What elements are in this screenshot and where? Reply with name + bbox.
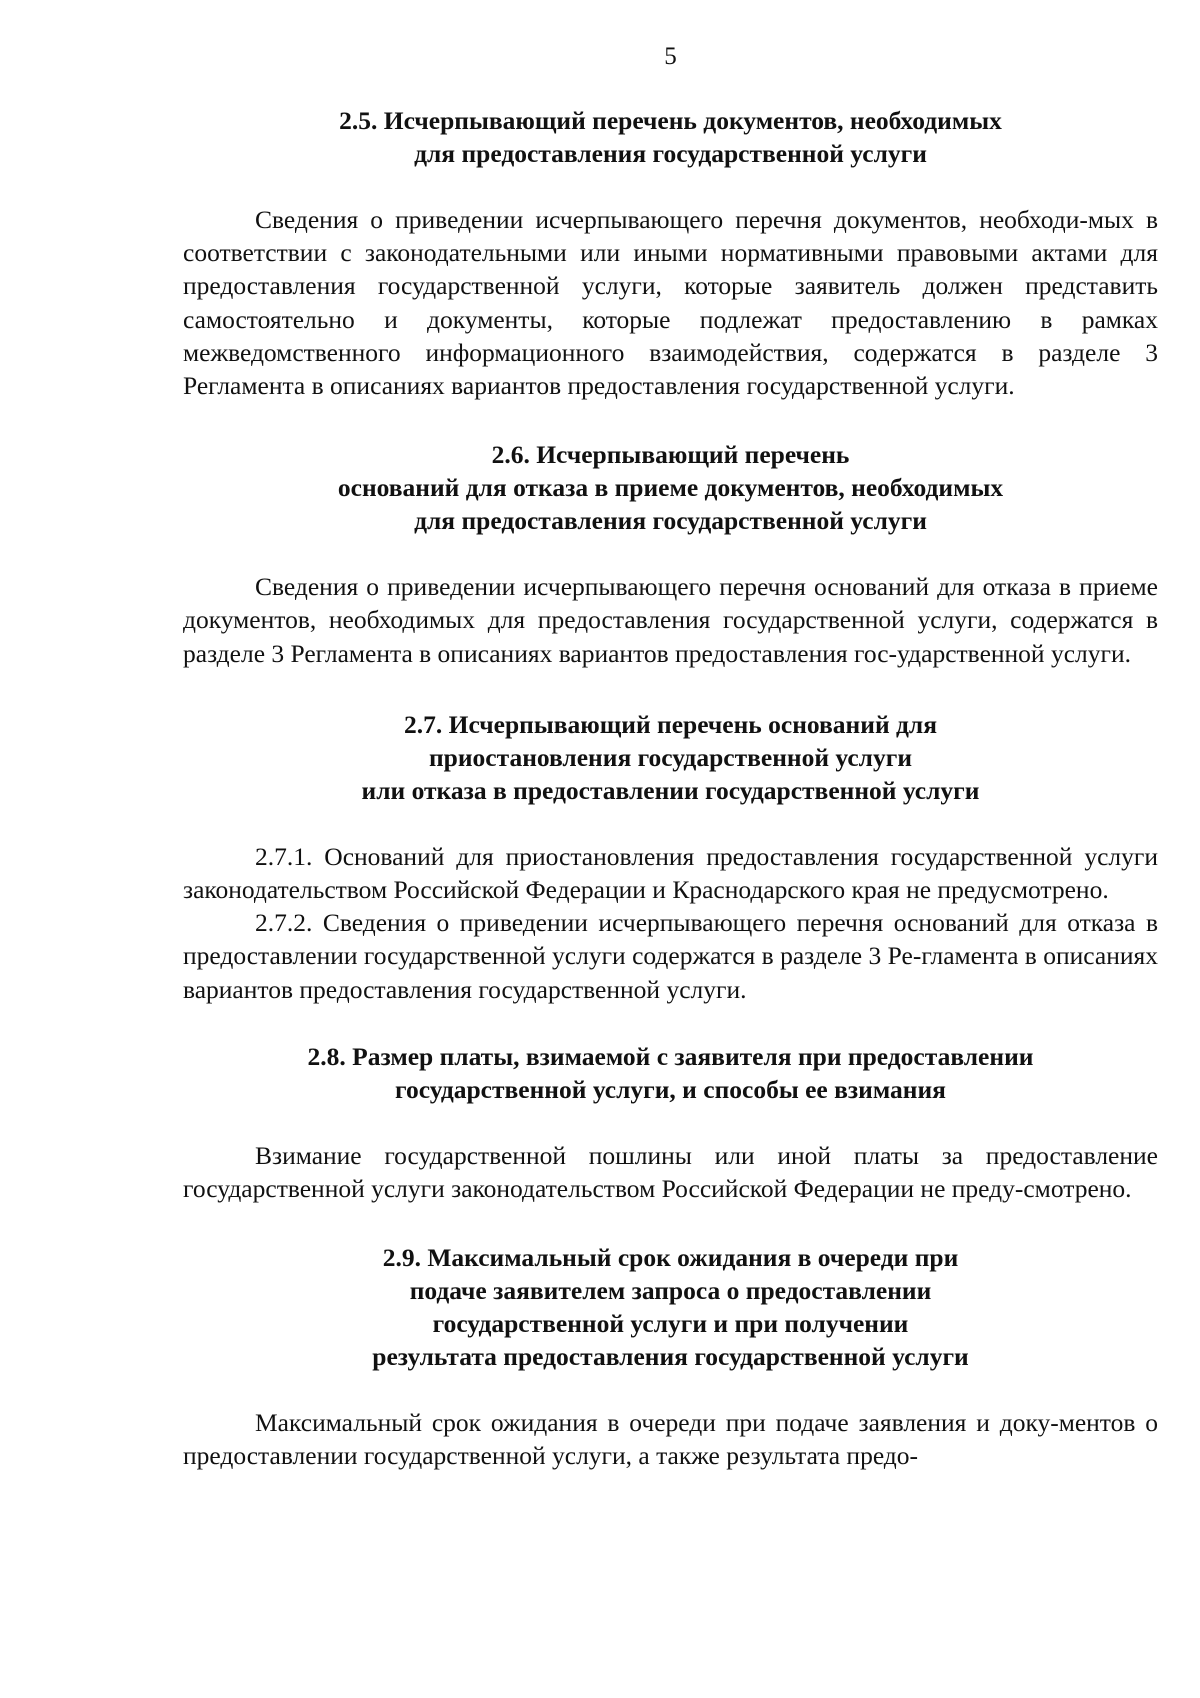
paragraph: Сведения о приведении исчерпывающего перечня оснований для отказа в приеме документов, необходимых для предоставления государственной услуги, содержатся в разделе 3 Регламента в описаниях вариантов предоставления гос-ударственной услуги. bbox=[183, 572, 1158, 668]
heading-line: 2.6. Исчерпывающий перечень bbox=[491, 440, 850, 470]
section-2-6 bbox=[183, 438, 1158, 670]
section-2-7 bbox=[183, 708, 1158, 1006]
section-heading bbox=[183, 1040, 1158, 1106]
paragraph: 2.7.2. Сведения о приведении исчерпывающего перечня оснований для отказа в предоставлении государственной услуги содержатся в разделе 3 Ре-гламента в описаниях вариантов предоставления государственной услуги. bbox=[183, 908, 1158, 1004]
heading-line: государственной услуги, и способы ее взимания bbox=[395, 1074, 946, 1104]
paragraph: Сведения о приведении исчерпывающего перечня документов, необходи-мых в соответствии с законодательными или иными нормативными правовыми актами для предоставления государственной услуги, которые заявитель должен представить самостоятельно и документы, которые подлежат предоставлению в рамках межведомственного информационного взаимодействия, содержатся в разделе 3 Регламента в описаниях вариантов предоставления государственной услуги. bbox=[183, 205, 1158, 401]
heading-line: государственной услуги и при получении bbox=[432, 1309, 909, 1339]
section-2-8 bbox=[183, 1040, 1158, 1205]
section-heading bbox=[183, 438, 1158, 537]
heading-line: или отказа в предоставлении государственной услуги bbox=[361, 775, 980, 805]
section-2-9 bbox=[183, 1241, 1158, 1472]
document-page bbox=[183, 40, 1158, 1507]
heading-line: оснований для отказа в приеме документов, необходимых bbox=[337, 473, 1004, 503]
section-2-5 bbox=[183, 104, 1158, 402]
paragraph: 2.7.1. Оснований для приостановления предоставления государственной услуги законодательством Российской Федерации и Краснодарского края не предусмотрено. bbox=[183, 841, 1158, 905]
section-heading bbox=[183, 708, 1158, 807]
paragraph: Максимальный срок ожидания в очереди при подаче заявления и доку-ментов о предоставлении государственной услуги, а также результата предо- bbox=[183, 1408, 1158, 1471]
section-heading bbox=[183, 1241, 1158, 1373]
heading-line: 2.8. Размер платы, взимаемой с заявителя при предоставлении bbox=[307, 1041, 1034, 1071]
heading-line: приостановления государственной услуги bbox=[428, 742, 913, 772]
heading-line: 2.5. Исчерпывающий перечень документов, необходимых bbox=[339, 106, 1002, 135]
heading-line: подаче заявителем запроса о предоставлении bbox=[409, 1276, 932, 1306]
heading-line: 2.7. Исчерпывающий перечень оснований для bbox=[403, 709, 938, 739]
page-number: 5 bbox=[664, 43, 677, 70]
section-heading bbox=[183, 104, 1158, 170]
heading-line: результата предоставления государственной услуги bbox=[372, 1342, 969, 1372]
heading-line: для предоставления государственной услуги bbox=[414, 506, 927, 536]
paragraph: Взимание государственной пошлины или иной платы за предоставление государственной услуги законодательством Российской Федерации не преду-смотрено. bbox=[183, 1140, 1158, 1204]
heading-line: для предоставления государственной услуги bbox=[414, 139, 927, 168]
heading-line: 2.9. Максимальный срок ожидания в очереди при bbox=[382, 1243, 959, 1273]
